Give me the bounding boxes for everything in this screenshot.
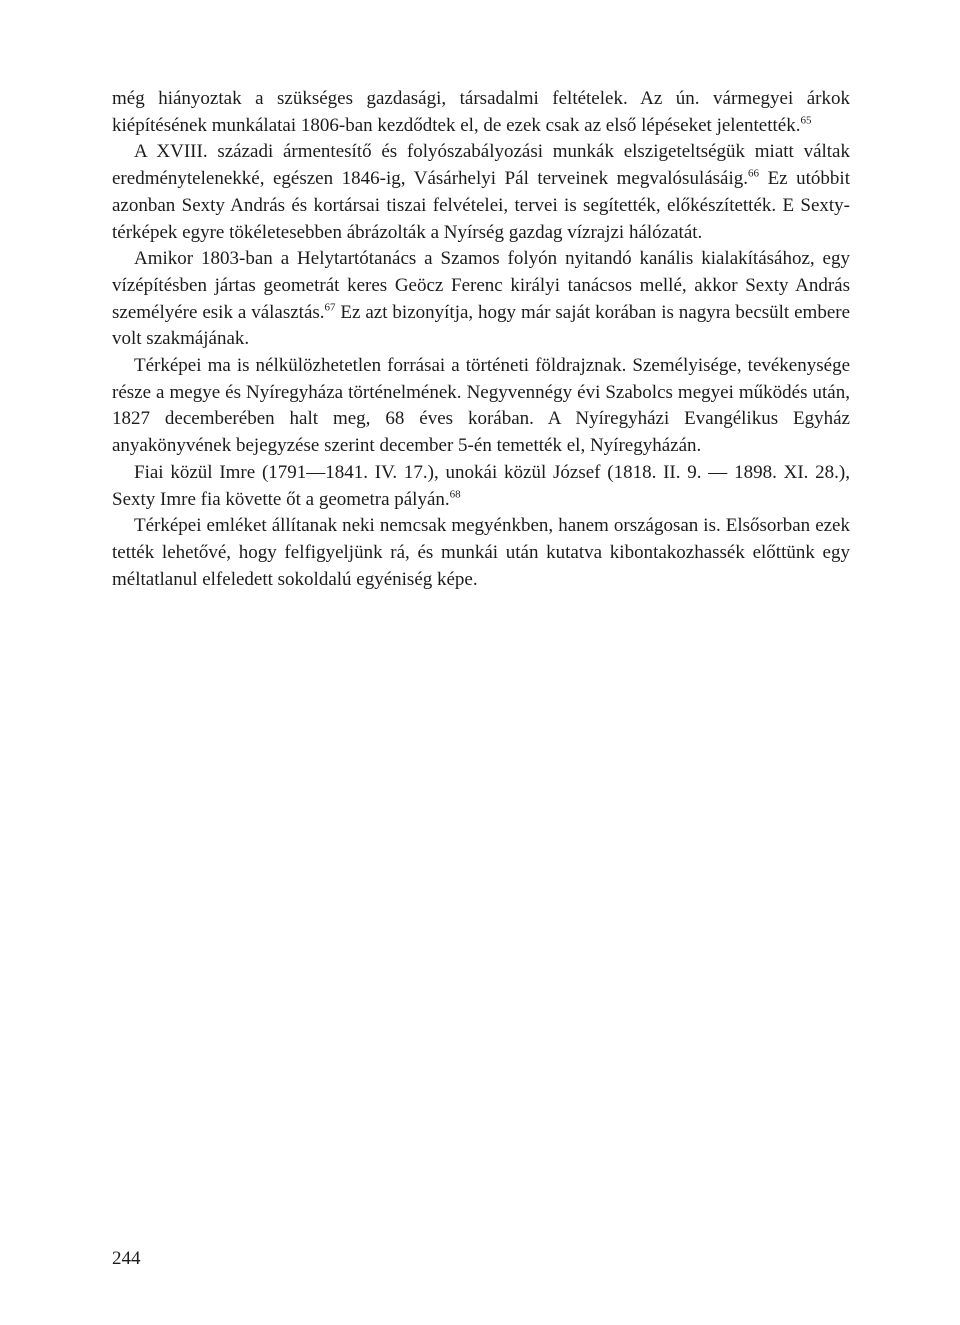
paragraph-6: [112, 513, 850, 593]
text-run: Térképei emléket állítanak neki nemcsak megyénkben, hanem országosan is. Elsősorban ezek tették lehetővé, hogy felfigyeljünk rá, és munkái után kutatva kibontakozhassék előttünk egy méltatlanul elfeledett sokoldalú egyéniség képe.: [112, 515, 850, 590]
body-text: [112, 86, 850, 593]
footnote-ref: 66: [748, 167, 760, 180]
text-run: Térképei ma is nélkülözhetetlen forrásai a történeti földrajznak. Személyisége, tevékenysége része a megye és Nyíregyháza történelmének. Negyvennégy évi Szabolcs megyei működés után, 1827 decemberében halt meg, 68 éves korában. A Nyíregyházi Evangélikus Egyház anyakönyvének bejegyzése szerint december 5-én temették el, Nyíregyházán.: [112, 355, 850, 457]
page-number: 244: [112, 1248, 141, 1269]
footnote-ref: 65: [800, 114, 812, 127]
paragraph-3: [112, 246, 850, 353]
paragraph-1: [112, 86, 850, 139]
footnote-ref: 68: [449, 488, 461, 501]
text-run: Fiai közül Imre (1791—1841. IV. 17.), unokái közül József (1818. II. 9. — 1898. XI. 28.), Sexty Imre fia követte őt a geometra pályán.: [112, 461, 850, 510]
paragraph-2: [112, 139, 850, 246]
text-run: még hiányoztak a szükséges gazdasági, társadalmi feltételek. Az ún. vármegyei árkok kiépítésének munkálatai 1806-ban kezdődtek el, de ezek csak az első lépéseket jelentették.: [112, 88, 850, 136]
footnote-ref: 67: [324, 301, 336, 314]
text-run: A XVIII. századi ármentesítő és folyószabályozási munkák elszigeteltségük miatt váltak eredménytelenekké, egészen 1846-ig, Vásárhelyi Pál terveinek megvalósulásáig.: [112, 141, 850, 190]
text-run: Ez utóbbit azonban Sexty András és kortársai tiszai felvételei, tervei is segítették, előkészítették. E Sexty-térképek egyre tökéletesebben ábrázolták a Nyírség gazdag vízrajzi hálózatát.: [112, 168, 850, 243]
paragraph-4: [112, 353, 850, 460]
text-run: Amikor 1803-ban a Helytartótanács a Szamos folyón nyitandó kanális kialakításához, egy vízépítésben jártas geometrát keres Geöcz Ferenc királyi tanácsos mellé, akkor Sexty András személyére esik a választás.: [112, 248, 850, 323]
paragraph-5: [112, 460, 850, 513]
text-run: Ez azt bizonyítja, hogy már saját korában is nagyra becsült embere volt szakmájának.: [112, 301, 851, 350]
